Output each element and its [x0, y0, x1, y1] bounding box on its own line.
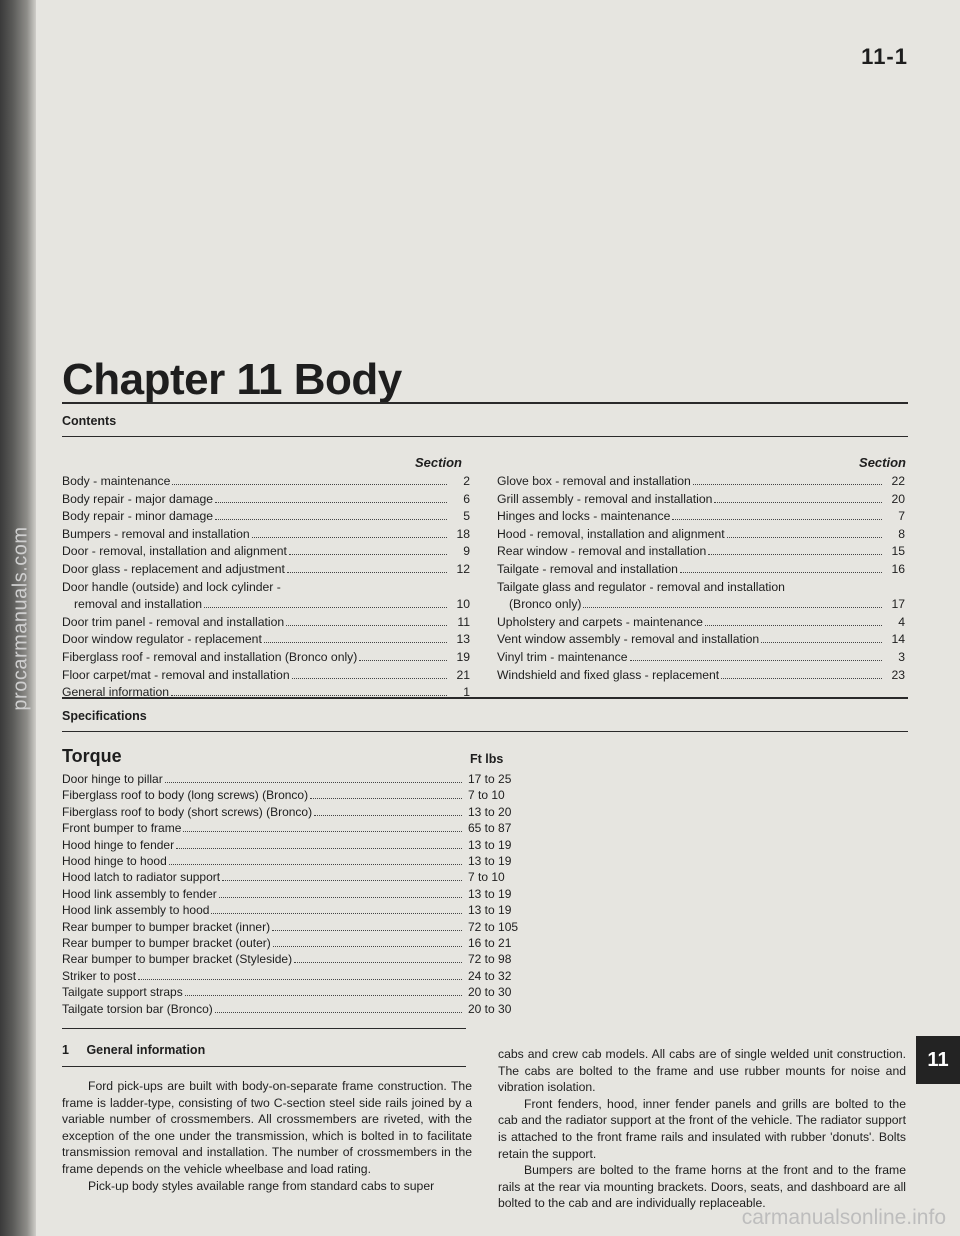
dot-leader [693, 484, 882, 485]
dot-leader [204, 607, 447, 608]
general-info-right-column [498, 1046, 906, 1212]
contents-entry-section: 6 [463, 491, 470, 506]
contents-entry [62, 649, 470, 667]
contents-entry [62, 561, 470, 579]
dot-leader [680, 572, 882, 573]
title-rule [62, 402, 908, 404]
contents-entry [497, 614, 905, 632]
spec-row [62, 902, 582, 918]
contents-entry-label: Body - maintenance [62, 474, 171, 488]
spec-row-label-cell [62, 919, 468, 935]
spec-value: 72 to 105 [468, 919, 519, 934]
contents-entry [497, 491, 905, 509]
contents-entry-section: 9 [463, 544, 470, 559]
spec-row-label-cell [62, 951, 468, 967]
dot-leader [708, 554, 882, 555]
spec-value: 13 to 19 [468, 886, 512, 901]
contents-entry-continuation [62, 596, 470, 614]
dot-leader [172, 484, 447, 485]
contents-entry-section: 4 [898, 614, 905, 629]
contents-entry [497, 561, 905, 579]
dot-leader [289, 554, 447, 555]
contents-entry-section: 5 [463, 509, 470, 524]
spec-row-label-cell [62, 853, 468, 869]
spec-row-label-cell [62, 804, 468, 820]
dot-leader [287, 572, 447, 573]
contents-entry-label: Bumpers - removal and installation [62, 526, 250, 541]
paragraph: Bumpers are bolted to the frame horns at the front and to the frame rails at the rear via mounting brackets. Doors, seats, and dashboard are all bolted to the cab and are individually replaceable. [498, 1163, 906, 1211]
contents-entry-label: Door trim panel - removal and installation [62, 614, 285, 629]
spec-row [62, 968, 582, 984]
contents-entry-label: Tailgate - removal and installation [497, 561, 678, 576]
spec-row-label-cell [62, 771, 468, 787]
spec-label: Hood link assembly to fender [62, 886, 217, 901]
spec-label: Hood latch to radiator support [62, 870, 221, 885]
spec-row-label-cell [62, 820, 468, 836]
spec-row-label-cell [62, 935, 468, 951]
contents-entry-label: Door window regulator - replacement [62, 632, 262, 647]
general-info-title: General information [86, 1043, 206, 1057]
contents-entry-section: 2 [463, 474, 470, 488]
spec-row [62, 771, 582, 787]
torque-heading: Torque [62, 746, 122, 766]
contents-entry-section: 15 [891, 544, 905, 559]
spec-label: Rear bumper to bumper bracket (outer) [62, 936, 271, 951]
contents-entry-section: 7 [898, 509, 905, 524]
spec-row-label-cell [62, 984, 468, 1000]
spec-row-label-cell [62, 787, 468, 803]
contents-entry-section: 22 [891, 474, 905, 488]
dot-leader [211, 913, 462, 914]
paragraph: Ford pick-ups are built with body-on-separate frame construction. The frame is ladder-type, consisting of two C-section steel side rails joined by a variable number of crossmembers. All crossmembers are riveted, with the exception of the one under the transmission, which is bolted in to facilitate transmission removal and installation. The number of crossmembers in the frame depends on the vehicle wheelbase and load rating. [62, 1079, 472, 1176]
spec-label: Rear bumper to bumper bracket (Styleside) [62, 952, 293, 967]
contents-entry-label: Hood - removal, installation and alignment [497, 526, 725, 541]
spec-row [62, 984, 582, 1000]
section-column-label-left: Section [415, 455, 462, 470]
contents-entry-section: 19 [456, 649, 470, 664]
contents-entry [62, 614, 470, 632]
side-watermark-text: procarmanuals.com [9, 525, 32, 711]
contents-entry-label: Glove box - removal and installation [497, 474, 691, 488]
contents-heading: Contents [62, 414, 117, 428]
contents-entry-label: Vent window assembly - removal and installation [497, 632, 760, 647]
general-info-top-rule [62, 1028, 466, 1029]
dot-leader [310, 798, 462, 799]
spec-label: Rear bumper to bumper bracket (inner) [62, 919, 271, 934]
dot-leader [727, 537, 882, 538]
contents-entry-label: Body repair - major damage [62, 491, 214, 506]
contents-entry [62, 508, 470, 526]
contents-entry [497, 667, 905, 685]
spec-row [62, 787, 582, 803]
spec-row-label-cell [62, 869, 468, 885]
section-column-label-right: Section [859, 455, 906, 470]
specifications-heading: Specifications [62, 709, 147, 723]
spec-label: Striker to post [62, 968, 137, 983]
spec-row [62, 1001, 582, 1017]
bottom-watermark: carmanualsonline.info [741, 1206, 946, 1229]
dot-leader [286, 625, 447, 626]
spec-row [62, 951, 582, 967]
spec-value: 65 to 87 [468, 821, 512, 836]
spec-value: 20 to 30 [468, 1001, 512, 1016]
spec-label: Front bumper to frame [62, 821, 182, 836]
page-number: 11-1 [861, 44, 908, 69]
dot-leader [761, 642, 882, 643]
spec-value: 72 to 98 [468, 952, 512, 967]
contents-entry [497, 543, 905, 561]
spec-row-label-cell [62, 886, 468, 902]
dot-leader [272, 930, 462, 931]
contents-list-left [62, 473, 470, 702]
dot-leader [185, 995, 462, 996]
contents-entry-label-cont: (Bronco only) [509, 597, 582, 612]
paragraph: Pick-up body styles available range from standard cabs to super [88, 1178, 435, 1193]
contents-entry-label: Hinges and locks - maintenance [497, 509, 671, 524]
contents-entry-label: Vinyl trim - maintenance [497, 649, 628, 664]
contents-entry-label: Door handle (outside) and lock cylinder - [62, 579, 281, 594]
contents-entry-section: 20 [891, 491, 905, 506]
dot-leader [176, 848, 462, 849]
spec-value: 20 to 30 [468, 985, 512, 1000]
contents-entry-label: Door glass - replacement and adjustment [62, 561, 285, 576]
contents-entry-label: Fiberglass roof - removal and installation (Bronco only) [62, 649, 358, 664]
contents-entry [62, 631, 470, 649]
spec-value: 13 to 19 [468, 854, 512, 869]
spec-value: 13 to 20 [468, 804, 512, 819]
specs-bottom-rule [62, 731, 908, 732]
dot-leader [583, 607, 882, 608]
spec-row-label-cell [62, 837, 468, 853]
contents-entry-label: Rear window - removal and installation [497, 544, 707, 559]
dot-leader [252, 537, 447, 538]
contents-entry [497, 526, 905, 544]
dot-leader [359, 660, 447, 661]
dot-leader [215, 519, 447, 520]
spec-row [62, 886, 582, 902]
spec-row [62, 837, 582, 853]
contents-entry-section: 8 [898, 526, 905, 541]
contents-entry [62, 579, 470, 614]
spec-label: Fiberglass roof to body (short screws) (Bronco) [62, 804, 313, 819]
spec-value: 24 to 32 [468, 968, 512, 983]
contents-entry [62, 667, 470, 685]
contents-entry-label: Door - removal, installation and alignment [62, 544, 287, 559]
chapter-tab: 11 [916, 1036, 960, 1084]
contents-entry [497, 579, 905, 614]
dot-leader [292, 678, 447, 679]
dot-leader [273, 946, 462, 947]
contents-entry-label: Grill assembly - removal and installation [497, 491, 713, 506]
contents-entry-section: 12 [456, 561, 470, 576]
dot-leader [705, 625, 882, 626]
contents-rule [62, 436, 908, 437]
contents-entry [62, 543, 470, 561]
contents-entry-label: Upholstery and carpets - maintenance [497, 614, 703, 629]
contents-entry [62, 473, 470, 491]
dot-leader [222, 880, 462, 881]
contents-entry-section: 10 [456, 597, 470, 612]
spec-row-label-cell [62, 968, 468, 984]
spec-label: Tailgate support straps [62, 985, 183, 1000]
dot-leader [215, 502, 447, 503]
spec-value: 7 to 10 [468, 788, 505, 803]
contents-entry [497, 631, 905, 649]
contents-entry-label: Floor carpet/mat - removal and installation [62, 667, 290, 682]
spec-label: Hood link assembly to hood [62, 903, 210, 918]
contents-entry-section: 23 [891, 667, 905, 682]
contents-entry-section: 11 [457, 614, 470, 629]
contents-entry [497, 649, 905, 667]
spec-row-label-cell [62, 1001, 468, 1017]
spec-row [62, 869, 582, 885]
spec-label: Fiberglass roof to body (long screws) (Bronco) [62, 788, 309, 803]
spec-value: 13 to 19 [468, 837, 512, 852]
section-number: 1 [62, 1043, 69, 1057]
contents-entry-section: 21 [456, 667, 470, 682]
spec-row [62, 804, 582, 820]
torque-spec-table [62, 771, 582, 1017]
contents-entry-section: 16 [891, 561, 905, 576]
contents-entry-section: 1 [463, 685, 470, 700]
general-info-heading [62, 1043, 205, 1057]
dot-leader [714, 502, 882, 503]
contents-entry-label: Body repair - minor damage [62, 509, 214, 524]
dot-leader [165, 782, 462, 783]
general-info-bottom-rule [62, 1066, 466, 1067]
contents-entry [62, 526, 470, 544]
dot-leader [264, 642, 447, 643]
contents-entry-section: 17 [891, 597, 905, 612]
contents-entry [62, 491, 470, 509]
general-info-left-column [62, 1078, 472, 1194]
contents-entry-section: 3 [898, 649, 905, 664]
dot-leader [314, 815, 462, 816]
contents-entry [62, 684, 470, 702]
spec-value: 16 to 21 [468, 936, 512, 951]
contents-entry [497, 508, 905, 526]
spec-row [62, 853, 582, 869]
dot-leader [630, 660, 882, 661]
contents-entry-label: General information [62, 685, 170, 700]
dot-leader [215, 1012, 462, 1013]
contents-entry-section: 14 [891, 632, 905, 647]
dot-leader [294, 962, 462, 963]
spec-value: 7 to 10 [468, 870, 505, 885]
spec-label: Hood hinge to fender [62, 837, 175, 852]
spec-label: Tailgate torsion bar (Bronco) [62, 1001, 213, 1016]
spec-row-label-cell [62, 902, 468, 918]
chapter-title: Chapter 11 Body [62, 355, 402, 404]
contents-entry-section: 13 [456, 632, 470, 647]
dot-leader [183, 831, 462, 832]
dot-leader [138, 979, 462, 980]
spec-value: 17 to 25 [468, 772, 512, 786]
paragraph: cabs and crew cab models. All cabs are of single welded unit construction. The cabs are bolted to the frame and use rubber mounts for noise and vibration isolation. [498, 1047, 906, 1095]
dot-leader [171, 695, 447, 696]
spec-value: 13 to 19 [468, 903, 512, 918]
dot-leader [219, 897, 462, 898]
contents-entry [497, 473, 905, 491]
dot-leader [672, 519, 882, 520]
spec-label: Hood hinge to hood [62, 854, 167, 869]
spec-label: Door hinge to pillar [62, 772, 163, 786]
contents-entry-label: Tailgate glass and regulator - removal and installation [497, 579, 785, 594]
contents-entry-label-cont: removal and installation [74, 597, 203, 612]
side-watermark [6, 0, 36, 1236]
dot-leader [169, 864, 462, 865]
ft-lbs-heading: Ft lbs [470, 752, 504, 766]
dot-leader [721, 678, 882, 679]
spec-row [62, 935, 582, 951]
spec-row [62, 820, 582, 836]
contents-entry-section: 18 [456, 526, 470, 541]
paragraph: Front fenders, hood, inner fender panels and grills are bolted to the cab and the radiator support at the front of the vehicle. The radiator support is attached to the front frame rails and insulated with rubber 'donuts'. Bolts retain the support. [498, 1096, 906, 1161]
specs-top-rule [62, 697, 908, 699]
contents-entry-label: Windshield and fixed glass - replacement [497, 667, 720, 682]
contents-list-right [497, 473, 905, 684]
spec-row [62, 919, 582, 935]
contents-entry-continuation [497, 596, 905, 614]
